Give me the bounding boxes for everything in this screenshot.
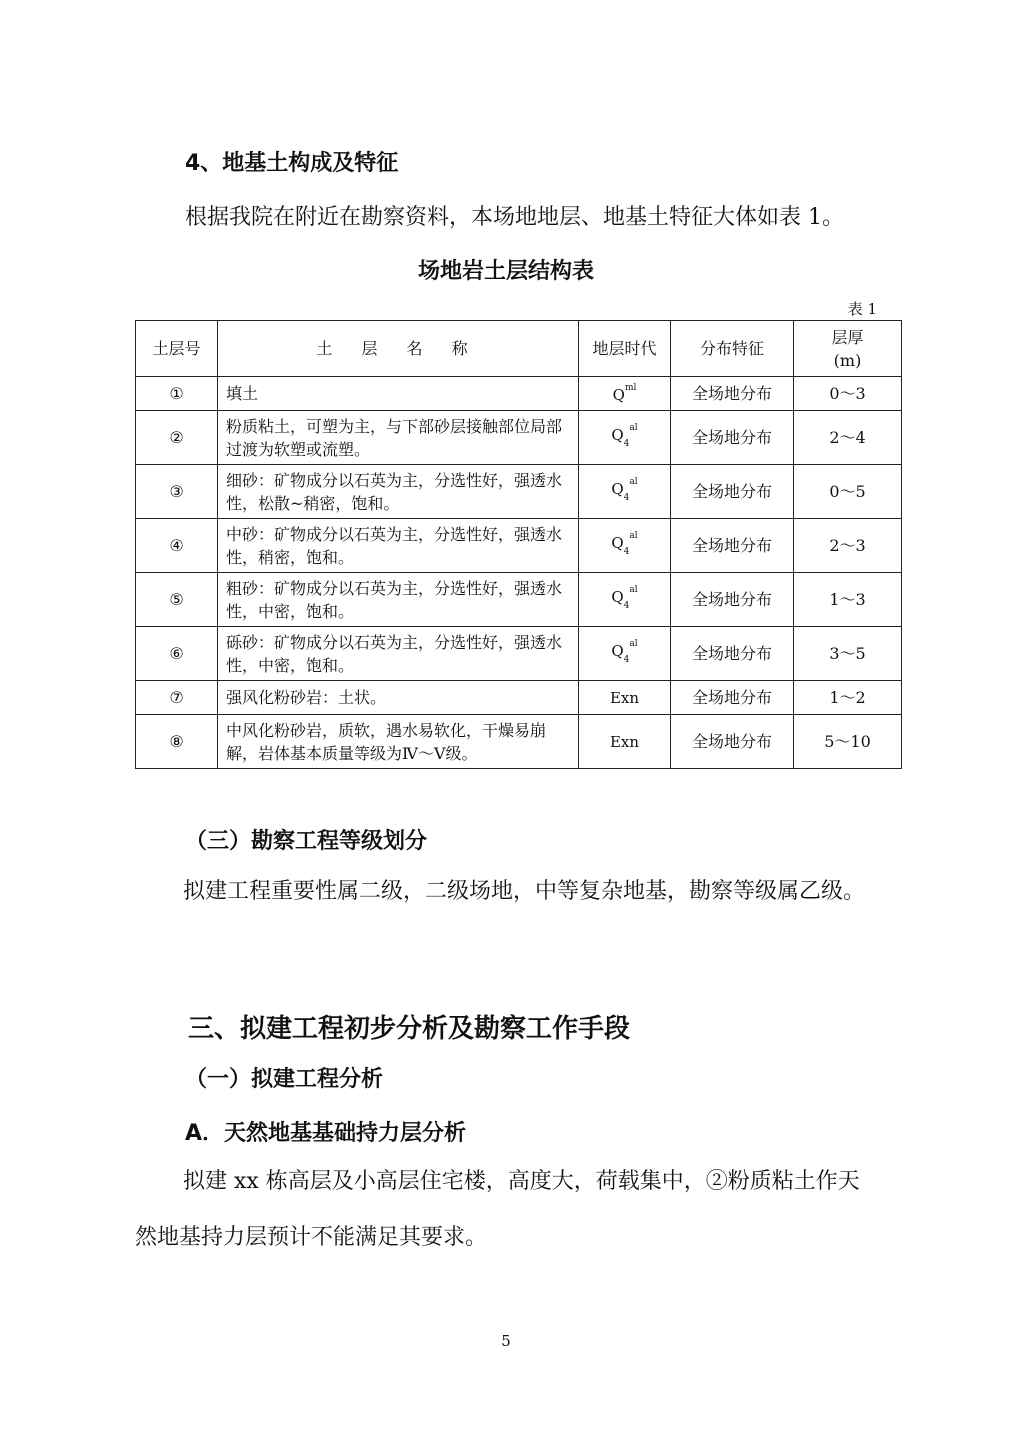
era-subscript: 4 — [623, 547, 630, 557]
heading-soil-composition: 4、地基土构成及特征 — [185, 151, 399, 176]
table-number: 表 1 — [847, 300, 877, 318]
cell-layer-no: ④ — [136, 519, 218, 573]
era-symbol — [611, 531, 638, 557]
cell-layer-no: ⑤ — [136, 573, 218, 627]
section-title: 三、拟建工程初步分析及勘察工作手段 — [188, 1014, 631, 1044]
era-symbol — [611, 423, 638, 449]
era-symbol — [610, 689, 639, 707]
cell-layer-name: 砾砂：矿物成分以石英为主，分选性好，强透水性，中密，饱和。 — [218, 627, 579, 681]
cell-distribution: 全场地分布 — [671, 519, 794, 573]
header-layer-name-text: 土 层 名 称 — [316, 339, 480, 358]
era-symbol — [611, 585, 638, 611]
table-row — [136, 519, 902, 573]
era-main: Q — [611, 588, 624, 606]
table-row — [136, 411, 902, 465]
sub-heading-analysis: （一）拟建工程分析 — [185, 1067, 384, 1092]
cell-layer-name: 填土 — [218, 377, 579, 411]
soil-layer-table — [135, 320, 902, 769]
cell-layer-no: ⑥ — [136, 627, 218, 681]
table-title: 场地岩土层结构表 — [417, 259, 594, 284]
header-thickness — [794, 321, 902, 377]
cell-layer-name: 细砂：矿物成分以石英为主，分选性好，强透水性，松散~稍密，饱和。 — [218, 465, 579, 519]
cell-era — [579, 573, 671, 627]
era-main: Exn — [609, 732, 640, 751]
era-subscript: 4 — [623, 655, 630, 665]
cell-distribution: 全场地分布 — [671, 627, 794, 681]
heading-survey-grade: （三）勘察工程等级划分 — [185, 829, 428, 854]
cell-distribution: 全场地分布 — [671, 411, 794, 465]
cell-layer-no: ⑧ — [136, 715, 218, 769]
cell-distribution: 全场地分布 — [671, 573, 794, 627]
era-main: Q — [611, 534, 624, 552]
cell-thickness: 2～3 — [794, 519, 902, 573]
cell-layer-name: 中风化粉砂岩，质软，遇水易软化，干燥易崩解，岩体基本质量等级为Ⅳ～Ⅴ级。 — [218, 715, 579, 769]
era-symbol — [611, 477, 638, 503]
era-subscript: 4 — [623, 439, 630, 449]
cell-distribution: 全场地分布 — [671, 377, 794, 411]
cell-era — [579, 377, 671, 411]
era-main: Q — [611, 426, 624, 444]
cell-era — [579, 715, 671, 769]
era-symbol — [611, 639, 638, 665]
era-subscript: 4 — [623, 493, 630, 503]
intro-paragraph: 根据我院在附近在勘察资料，本场地地层、地基土特征大体如表 1。 — [185, 205, 844, 230]
cell-thickness: 5～10 — [794, 715, 902, 769]
table-row — [136, 573, 902, 627]
era-main: Q — [611, 480, 624, 498]
analysis-paragraph: 拟建 xx 栋高层及小高层住宅楼，高度大，荷载集中，②粉质粘土作天然地基持力层预计不能满足其要求。 — [135, 1169, 860, 1250]
table-header-row — [136, 321, 902, 377]
table-row — [136, 715, 902, 769]
era-superscript: al — [629, 477, 638, 487]
era-superscript: al — [629, 531, 638, 541]
era-symbol — [612, 382, 637, 404]
cell-distribution: 全场地分布 — [671, 715, 794, 769]
cell-layer-no: ③ — [136, 465, 218, 519]
cell-era — [579, 681, 671, 715]
cell-layer-no: ① — [136, 377, 218, 411]
header-layer-name — [218, 321, 579, 377]
era-symbol — [610, 733, 639, 751]
table-row — [136, 627, 902, 681]
cell-layer-no: ⑦ — [136, 681, 218, 715]
cell-layer-name: 中砂：矿物成分以石英为主，分选性好，强透水性，稍密，饱和。 — [218, 519, 579, 573]
era-superscript: ml — [624, 382, 637, 393]
cell-layer-no: ② — [136, 411, 218, 465]
cell-thickness: 3～5 — [794, 627, 902, 681]
era-subscript: 4 — [623, 601, 630, 611]
cell-era — [579, 465, 671, 519]
cell-era — [579, 519, 671, 573]
era-superscript: al — [629, 423, 638, 433]
era-main: Exn — [609, 688, 640, 707]
cell-layer-name: 粉质粘土，可塑为主，与下部砂层接触部位局部过渡为软塑或流塑。 — [218, 411, 579, 465]
cell-layer-name: 粗砂：矿物成分以石英为主，分选性好，强透水性，中密，饱和。 — [218, 573, 579, 627]
page-number: 5 — [501, 1332, 511, 1350]
cell-era — [579, 627, 671, 681]
cell-distribution: 全场地分布 — [671, 681, 794, 715]
era-main: Q — [611, 642, 624, 660]
header-layer-no: 土层号 — [136, 321, 218, 377]
header-distribution: 分布特征 — [671, 321, 794, 377]
era-superscript: al — [629, 639, 638, 649]
cell-distribution: 全场地分布 — [671, 465, 794, 519]
cell-thickness: 2～4 — [794, 411, 902, 465]
table-row — [136, 377, 902, 411]
sub-heading-bearing-layer: A．天然地基基础持力层分析 — [185, 1121, 467, 1146]
cell-thickness: 1～3 — [794, 573, 902, 627]
cell-thickness: 0～3 — [794, 377, 902, 411]
cell-layer-name: 强风化粉砂岩：土状。 — [218, 681, 579, 715]
header-thickness-unit: (m) — [833, 350, 862, 370]
header-era: 地层时代 — [579, 321, 671, 377]
era-main: Q — [612, 385, 625, 404]
cell-thickness: 1～2 — [794, 681, 902, 715]
era-superscript: al — [629, 585, 638, 595]
table-row — [136, 681, 902, 715]
table-row — [136, 465, 902, 519]
header-thickness-label: 层厚 — [831, 327, 864, 347]
survey-grade-paragraph: 拟建工程重要性属二级，二级场地，中等复杂地基，勘察等级属乙级。 — [183, 879, 866, 904]
cell-thickness: 0～5 — [794, 465, 902, 519]
cell-era — [579, 411, 671, 465]
